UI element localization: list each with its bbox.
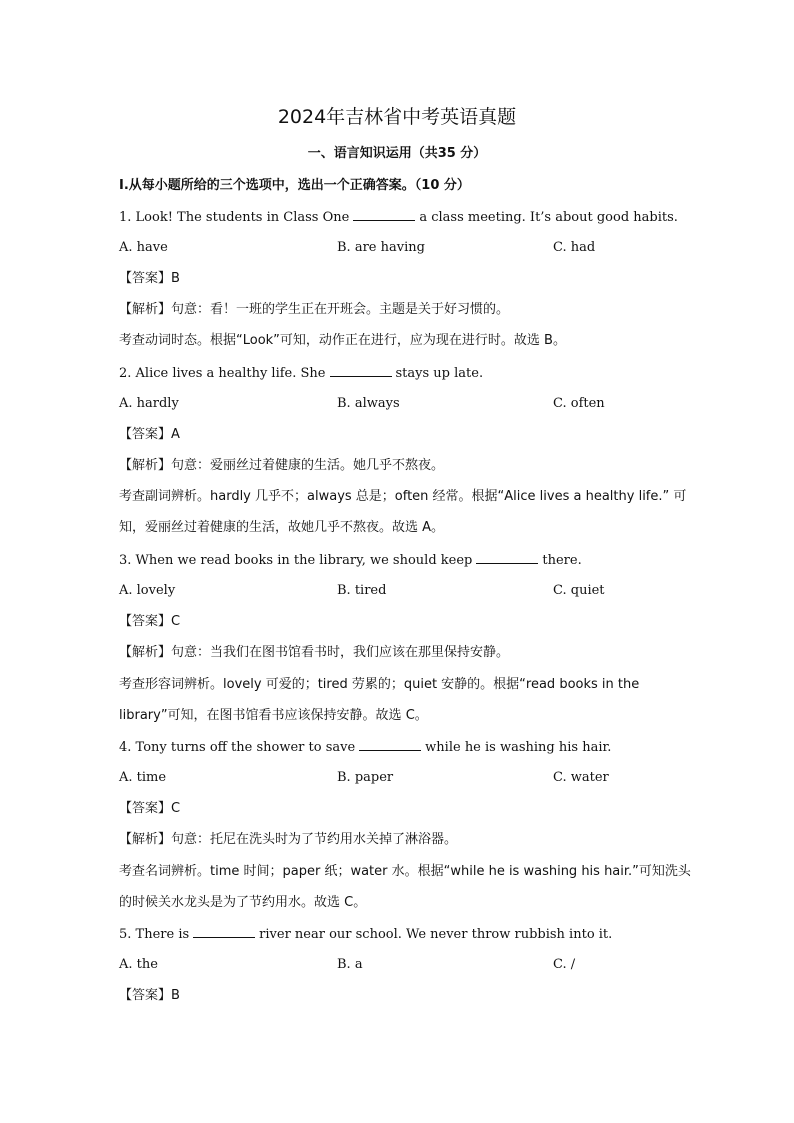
answer-blank [330,364,392,377]
option-c: C. often [553,396,605,411]
analysis-line: library”可知，在图书馆看书应该保持安静。故选 C。 [119,708,428,723]
option-c: C. / [553,957,576,972]
analysis-line: 【解析】句意：当我们在图书馆看书时，我们应该在那里保持安静。 [119,645,510,660]
option-b: B. are having [337,240,425,255]
question-stem-after: stays up late. [395,366,484,381]
analysis-line: 考查形容词辨析。lovely 可爱的；tired 劳累的；quiet 安静的。根据“read books in the [119,677,640,692]
option-c: C. water [553,770,609,785]
option-a: A. the [119,957,158,972]
question-5-stem [119,925,612,944]
part-instruction: Ⅰ.从每小题所给的三个选项中，选出一个正确答案。（10 分） [119,178,470,193]
question-stem-after: a class meeting. It’s about good habits. [419,210,678,225]
analysis-line: 【解析】句意：看！一班的学生正在开班会。主题是关于好习惯的。 [119,302,510,317]
answer-blank [359,738,421,751]
section-heading: 一、语言知识运用（共35 分） [307,146,487,161]
question-stem-after: river near our school. We never throw rubbish into it. [259,927,613,942]
option-a: A. hardly [119,396,179,411]
option-a: A. lovely [119,583,176,598]
analysis-line: 考查名词辨析。time 时间；paper 纸；water 水。根据“while he is washing his hair.”可知洗头 [119,864,691,879]
option-b: B. a [337,957,363,972]
answer-blank [193,925,255,938]
answer-blank [476,551,538,564]
option-a: A. have [119,240,168,255]
question-stem-after: there. [542,553,582,568]
answer-line: 【答案】B [119,271,180,286]
answer-blank [353,208,415,221]
question-stem-before: 4. Tony turns off the shower to save [119,740,356,755]
question-1-stem [119,208,678,227]
option-b: B. always [337,396,400,411]
analysis-line: 【解析】句意：爱丽丝过着健康的生活。她几乎不熬夜。 [119,458,445,473]
page-title: 2024年吉林省中考英语真题 [277,106,517,128]
option-a: A. time [119,770,167,785]
question-3-stem [119,551,582,570]
question-stem-after: while he is washing his hair. [425,740,612,755]
option-c: C. quiet [553,583,605,598]
analysis-line: 知，爱丽丝过着健康的生活，故她几乎不熬夜。故选 A。 [119,520,445,535]
answer-line: 【答案】C [119,614,181,629]
question-stem-before: 5. There is [119,927,190,942]
option-b: B. paper [337,770,394,785]
analysis-line: 考查副词辨析。hardly 几乎不；always 总是；often 经常。根据“Alice lives a healthy life.” 可 [119,489,687,504]
question-stem-before: 1. Look! The students in Class One [119,210,350,225]
analysis-line: 【解析】句意：托尼在洗头时为了节约用水关掉了淋浴器。 [119,832,458,847]
analysis-line: 的时候关水龙头是为了节约用水。故选 C。 [119,895,367,910]
option-c: C. had [553,240,596,255]
question-4-stem [119,738,611,757]
question-stem-before: 3. When we read books in the library, we should keep [119,553,473,568]
question-stem-before: 2. Alice lives a healthy life. She [119,366,326,381]
analysis-line: 考查动词时态。根据“Look”可知，动作正在进行，应为现在进行时。故选 B。 [119,333,566,348]
answer-line: 【答案】B [119,988,180,1003]
answer-line: 【答案】C [119,801,181,816]
question-2-stem [119,364,483,383]
option-b: B. tired [337,583,387,598]
answer-line: 【答案】A [119,427,180,442]
